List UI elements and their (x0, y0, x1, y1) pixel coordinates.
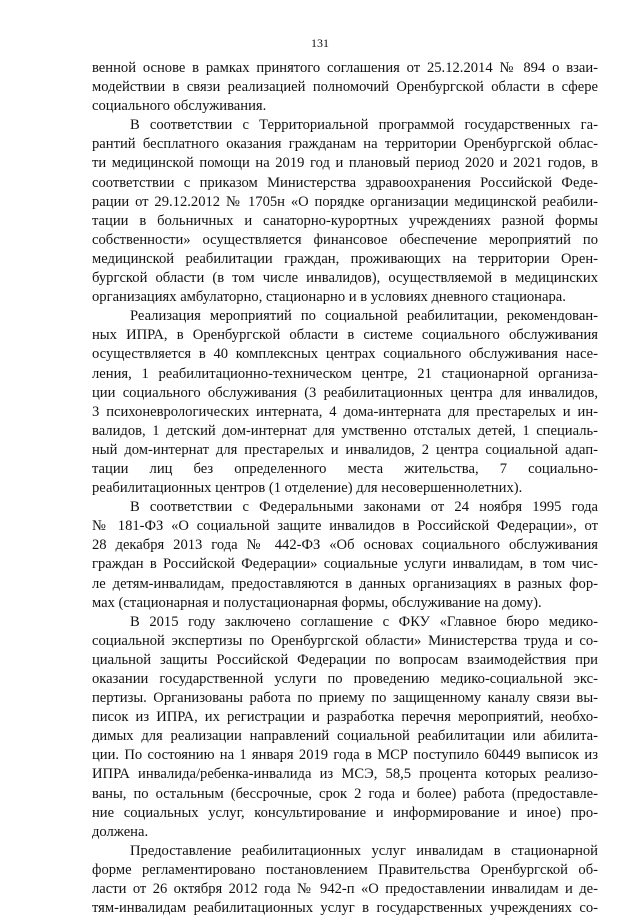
text-line: собственности» осуществляется финансовое обеспечение мероприятий по (92, 231, 598, 248)
text-line: организациях амбулаторно, стационарно и в условиях дневного стационара. (92, 289, 566, 306)
text-line: В соответствии с Федеральными законами от 24 ноября 1995 года (130, 499, 598, 516)
text-line: ле детям-инвалидам, предоставляются в данных организациях в разных фор- (92, 575, 598, 592)
text-line: рантий бесплатного оказания гражданам на территории Оренбургской облас- (92, 136, 598, 153)
text-line: реабилитационных центров (1 отделение) для несовершеннолетних). (92, 480, 523, 497)
text-line: димых для реализации направлений социальной реабилитации или абилита- (92, 728, 598, 745)
text-line: мах (стационарная и полустационарная формы, обслуживание на дому). (92, 594, 542, 611)
text-line: валидов, 1 детский дом-интернат для умственно отсталых детей, 1 специаль- (92, 422, 598, 439)
text-line: бургской области (в том числе инвалидов), осуществляемой в медицинских (92, 270, 598, 287)
text-line: ИПРА инвалида/ребенка-инвалида из МСЭ, 58,5 процента которых реализо- (92, 766, 598, 783)
text-line: Предоставление реабилитационных услуг инвалидам в стационарной (130, 842, 598, 859)
text-line: форме регламентировано постановлением Правительства Оренбургской об- (92, 861, 598, 878)
paragraph (92, 116, 598, 307)
paragraph (92, 307, 598, 498)
paragraph (92, 842, 598, 918)
text-line: циальной защиты Российской Федерации по вопросам взаимодействия при (92, 651, 598, 668)
text-line: 3 психоневрологических интерната, 4 дома-интерната для престарелых и ин- (92, 403, 598, 420)
text-line: тации лиц без определенного места жительства, 7 социально- (92, 460, 598, 477)
text-line: ции. По состоянию на 1 января 2019 года в МСР поступило 60449 выписок из (92, 747, 598, 764)
text-line: В соответствии с Территориальной программой государственных га- (130, 117, 598, 134)
paragraph (92, 613, 598, 842)
text-line: ти медицинской помощи на 2019 год и плановый период 2020 и 2021 годов, в (92, 155, 598, 172)
text-line: ласти от 26 октября 2012 года № 942-п «О предоставлении инвалидам и де- (92, 881, 598, 898)
text-line: № 181-ФЗ «О социальной защите инвалидов в Российской Федерации», от (92, 518, 598, 535)
text-line: ный дом-интернат для престарелых и инвалидов, 2 центра социальной адап- (92, 441, 598, 458)
text-line: медицинской реабилитации граждан, проживающих на территории Орен- (92, 250, 598, 267)
text-line: тям-инвалидам реабилитационных услуг в государственных учреждениях со- (92, 900, 598, 917)
text-line: ние социальных услуг, консультирование и информирование и иное) про- (92, 804, 598, 821)
text-line: социального обслуживания. (92, 98, 267, 115)
text-line: модействии в связи реализацией полномочий Оренбургской области в сфере (92, 79, 598, 96)
text-line: тации в больничных и санаторно-курортных учреждениях разной формы (92, 212, 598, 229)
text-line: должена. (92, 823, 149, 840)
text-line: социальной экспертизы по Оренбургской области» Министерства труда и со- (92, 632, 598, 649)
text-line: ваны, по остальным (бессрочные, срок 2 года и более) работа (предоставле- (92, 785, 598, 802)
text-line: Реализация мероприятий по социальной реабилитации, рекомендован- (130, 308, 598, 325)
text-line: соответствии с приказом Министерства здравоохранения Российской Феде- (92, 174, 598, 191)
text-line: пертизы. Организованы работа по приему по защищенному каналу связи вы- (92, 690, 598, 707)
paragraph (92, 59, 598, 116)
text-line: ции социального обслуживания (3 реабилитационных центра для инвалидов, (92, 384, 598, 401)
text-line: венной основе в рамках принятого соглашения от 25.12.2014 № 894 о взаи- (92, 60, 598, 76)
document-body (92, 59, 598, 918)
text-line: граждан в Российской Федерации» социальные услуги инвалидам, в том чис- (92, 556, 598, 573)
text-line: В 2015 году заключено соглашение с ФКУ «Главное бюро медико- (130, 613, 598, 630)
text-line: ных ИПРА, в Оренбургской области в системе социального обслуживания (92, 327, 598, 344)
page-number: 131 (311, 36, 329, 50)
text-line: ления, 1 реабилитационно-техническом центре, 21 стационарной организа- (92, 365, 598, 382)
text-line: осуществляется в 40 комплексных центрах социального обслуживания насе- (92, 346, 598, 363)
text-line: оказании государственной услуги по проведению медико-социальной экс- (92, 671, 598, 687)
paragraph (92, 498, 598, 613)
text-line: 28 декабря 2013 года № 442-ФЗ «Об основах социального обслуживания (92, 537, 598, 554)
text-line: писок из ИПРА, их регистрации и разработка перечня мероприятий, необхо- (92, 709, 598, 726)
text-line: рации от 29.12.2012 № 1705н «О порядке организации медицинской реабили- (92, 193, 598, 210)
